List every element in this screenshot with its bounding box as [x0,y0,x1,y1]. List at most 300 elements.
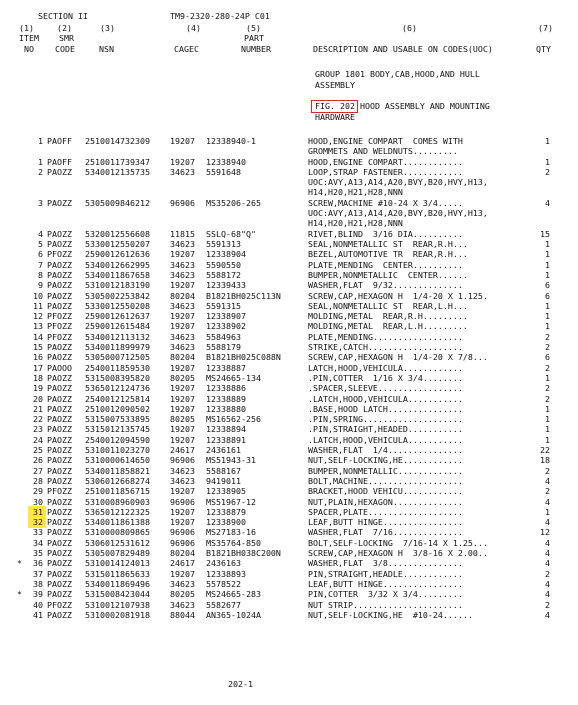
item-number: 13 [33,321,43,332]
description-line: BOLT,MACHINE................... [308,475,463,486]
cage-code: 34623 [170,239,195,249]
smr-code: PFOZZ [47,486,72,497]
quantity: 1 [545,269,550,280]
cage-code: 19207 [170,136,195,146]
cage-code: 19207 [170,249,195,260]
item-number: 10 [33,290,43,301]
nsn: 5310002081918 [85,609,150,620]
item-number: 30 [33,496,43,507]
part-number: 12338907 [206,311,246,322]
item-number: 37 [33,568,43,579]
cage-code: 19207 [170,568,195,579]
description-line: PLATE,MENDING CENTER.......... [308,259,463,270]
quantity: 1 [545,300,550,311]
nsn: 5305002253842 [85,290,150,301]
nsn: 5310014124013 [85,558,150,569]
quantity: 4 [545,197,550,208]
table-row [0,611,578,621]
quantity: 2 [545,393,550,404]
smr-code: PAOZZ [47,372,72,383]
item-number: 18 [33,372,43,383]
nsn: 5340012135735 [85,166,150,177]
cage-code: 19207 [170,486,195,497]
item-number: 25 [33,445,43,455]
item-number: 20 [33,393,43,404]
cage-code: 19207 [170,424,195,435]
description-line: LEAF,BUTT HINGE................ [308,578,463,589]
cage-code: 34623 [170,342,195,352]
cage-code: 24617 [170,445,195,455]
part-number: 5578522 [206,578,241,589]
cage-code: 96906 [170,537,195,548]
quantity: 2 [545,166,550,177]
cage-code: 19207 [170,393,195,404]
item-number: 8 [38,269,43,280]
item-number: 5 [38,239,43,249]
description-line: .LATCH,HOOD,VEHICULA........... [308,393,463,404]
smr-code: PAOZZ [47,352,72,363]
quantity: 18 [540,455,550,466]
item-number: 2 [38,166,43,177]
smr-code: PAOZZ [47,383,72,394]
table-row [0,590,578,600]
description-line: H14,H20,H21,H28,NNN [308,187,403,198]
item-number: 27 [33,465,43,476]
item-number: 17 [33,362,43,373]
smr-code: PAOZZ [47,537,72,548]
nsn: 5340012662995 [85,259,150,270]
col-num-5: (5) [246,23,261,33]
smr-code: PAOZZ [47,393,72,404]
part-number: 12338940-1 [206,136,256,146]
cage-code: 34623 [170,259,195,270]
description-line: WASHER,FLAT 9/32.............. [308,280,463,291]
quantity: 1 [545,311,550,322]
cage-code: 80205 [170,414,195,425]
nsn: 5340011858821 [85,465,150,476]
description-line: STRIKE,CATCH................... [308,342,463,352]
item-number: 40 [33,599,43,610]
item-number: 35 [33,548,43,558]
cage-code: 19207 [170,311,195,322]
part-number: 12338893 [206,568,246,579]
description-line: WASHER,FLAT 7/16.............. [308,527,463,538]
part-number: MS35764-850 [206,537,261,548]
quantity: 2 [545,599,550,610]
item-number: 32 [33,517,43,528]
smr-code: PAOZZ [47,558,72,569]
part-number: AN365-1024A [206,609,261,620]
smr-code: PAOZZ [47,280,72,291]
smr-code: PAOZZ [47,445,72,455]
description-line: SCREW,CAP,HEXAGON H 1/4-20 X 1.125. [308,290,488,301]
description-line: MOLDING,METAL REAR,L.H......... [308,321,468,332]
row-marker: * [17,589,22,600]
description-line: SCREW,CAP,HEXAGON H 3/8-16 X 2.00.. [308,548,488,558]
col-head-code: CODE [55,44,75,54]
nsn: 2540012094590 [85,434,150,445]
table-row [0,395,578,405]
item-number: 39 [33,589,43,600]
item-number: 7 [38,259,43,270]
col-top-smr: SMR [59,33,74,43]
quantity: 2 [545,486,550,497]
nsn: 2540011859530 [85,362,150,373]
description-line: BUMPER,NONMETALLIC............. [308,465,463,476]
item-number: 4 [38,228,43,239]
nsn: 2590012612637 [85,311,150,322]
smr-code: PFOZZ [47,331,72,342]
quantity: 1 [545,259,550,270]
cage-code: 19207 [170,156,195,167]
description-line: BUMPER,NONMETALLIC CENTER...... [308,269,468,280]
smr-code: PAOZZ [47,465,72,476]
item-number: 1 [38,136,43,146]
table-row [0,601,578,611]
cage-code: 80205 [170,372,195,383]
quantity: 1 [545,506,550,517]
description-line: .BASE,HOOD LATCH............... [308,403,463,414]
section-title: SECTION II [38,11,88,21]
smr-code: PAOZZ [47,589,72,600]
quantity: 1 [545,136,550,146]
cage-code: 96906 [170,197,195,208]
description-line: SEAL,NONMETALLIC ST REAR,L.H... [308,300,468,311]
cage-code: 19207 [170,506,195,517]
nsn: 5310012107938 [85,599,150,610]
part-number: MS51967-12 [206,496,256,507]
smr-code: PAOZZ [47,548,72,558]
description-line: PLATE,MENDING.................. [308,331,463,342]
description-line: .SPACER,SLEEVE................. [308,383,463,394]
description-line: RIVET,BLIND 3/16 DIA.......... [308,228,463,239]
cage-code: 34623 [170,599,195,610]
item-number: 9 [38,280,43,291]
item-number: 21 [33,403,43,414]
smr-code: PAOZZ [47,166,72,177]
quantity: 1 [545,424,550,435]
col-top-part: PART [244,33,264,43]
cage-code: 34623 [170,166,195,177]
col-num-1: (1) [19,23,34,33]
table-row [0,487,578,497]
part-number: 5584963 [206,331,241,342]
quantity: 4 [545,517,550,528]
item-number: 6 [38,249,43,260]
quantity: 4 [545,475,550,486]
smr-code: PAOZZ [47,434,72,445]
item-number: 11 [33,300,43,311]
col-num-2: (2) [57,23,72,33]
part-number: MS27183-16 [206,527,256,538]
nsn: 5306012668274 [85,475,150,486]
item-number: 1 [38,156,43,167]
nsn: 5340011861388 [85,517,150,528]
part-number: 5591315 [206,300,241,311]
description-line: WASHER,FLAT 1/4............... [308,445,463,455]
quantity: 6 [545,352,550,363]
description-line: UOC:AVY,A13,A14,A20,BVY,B20,HVY,H13, [308,177,488,188]
cage-code: 34623 [170,578,195,589]
description-line: NUT,SELF-LOCKING,HE............ [308,455,463,466]
smr-code: PAOOO [47,362,72,373]
item-number: 31 [33,506,43,517]
part-number: B1821BH025C088N [206,352,281,363]
quantity: 2 [545,568,550,579]
col-head-number: NUMBER [241,44,271,54]
table-row [0,498,578,508]
description-line: NUT STRIP...................... [308,599,463,610]
nsn: 5320012556608 [85,228,150,239]
item-number: 12 [33,311,43,322]
description-line: HOOD,ENGINE COMPART............ [308,156,463,167]
cage-code: 19207 [170,383,195,394]
nsn: 5330012550208 [85,300,150,311]
nsn: 5315008423044 [85,589,150,600]
quantity: 6 [545,280,550,291]
cage-code: 19207 [170,403,195,414]
quantity: 4 [545,609,550,620]
cage-code: 80204 [170,548,195,558]
table-row [0,281,578,291]
item-number: 16 [33,352,43,363]
item-number: 19 [33,383,43,394]
description-line: UOC:AVY,A13,A14,A20,BVY,B20,HVY,H13, [308,208,488,219]
nsn: 5310000614650 [85,455,150,466]
nsn: 2510014732309 [85,136,150,146]
nsn: 5310008960903 [85,496,150,507]
description-line: PIN,STRAIGHT,HEADLE............ [308,568,463,579]
nsn: 5340011869496 [85,578,150,589]
part-number: 5588172 [206,269,241,280]
description-line: LOOP,STRAP FASTENER............ [308,166,463,177]
part-number: 12338880 [206,403,246,414]
smr-code: PAOZZ [47,424,72,435]
item-number: 41 [33,609,43,620]
item-number: 34 [33,537,43,548]
part-number: 12338879 [206,506,246,517]
col-num-3: (3) [100,23,115,33]
cage-code: 80204 [170,290,195,301]
nsn: 2510011739347 [85,156,150,167]
item-number: 23 [33,424,43,435]
part-number: 5591313 [206,239,241,249]
description-line: PIN,COTTER 3/32 X 3/4......... [308,589,463,600]
nsn: 2510012090502 [85,403,150,414]
quantity: 4 [545,548,550,558]
item-number: 29 [33,486,43,497]
smr-code: PAOZZ [47,527,72,538]
part-number: 9419011 [206,475,241,486]
item-number: 3 [38,197,43,208]
col-num-4: (4) [186,23,201,33]
description-line: LEAF,BUTT HINGE................ [308,517,463,528]
description-line: WASHER,FLAT 3/8............... [308,558,463,569]
quantity: 12 [540,527,550,538]
smr-code: PAOZZ [47,496,72,507]
cage-code: 88044 [170,609,195,620]
smr-code: PAOZZ [47,414,72,425]
nsn: 5365012122325 [85,506,150,517]
cage-code: 96906 [170,496,195,507]
quantity: 4 [545,589,550,600]
quantity: 2 [545,362,550,373]
part-number: 5582677 [206,599,241,610]
smr-code: PAOZZ [47,578,72,589]
part-number: 12338889 [206,393,246,404]
table-row [0,136,578,157]
part-number: 12338886 [206,383,246,394]
quantity: 1 [545,239,550,249]
cage-code: 96906 [170,455,195,466]
item-number: 33 [33,527,43,538]
smr-code: PFOZZ [47,599,72,610]
smr-code: PAOZZ [47,455,72,466]
cage-code: 11815 [170,228,195,239]
part-number: MS24665-283 [206,589,261,600]
item-number: 14 [33,331,43,342]
smr-code: PAOZZ [47,475,72,486]
quantity: 1 [545,321,550,332]
quantity: 1 [545,156,550,167]
part-number: 12338940 [206,156,246,167]
nsn: 2590012612636 [85,249,150,260]
smr-code: PAOFF [47,136,72,146]
smr-code: PFOZZ [47,249,72,260]
cage-code: 19207 [170,362,195,373]
item-number: 15 [33,342,43,352]
part-number: 12338904 [206,249,246,260]
nsn: 2510011856715 [85,486,150,497]
page-number: 202-1 [228,679,253,689]
col-head-no: NO [24,44,34,54]
part-number: B1821BH038C200N [206,548,281,558]
smr-code: PAOZZ [47,342,72,352]
nsn: 5365012124736 [85,383,150,394]
description-line: .PIN,COTTER 1/16 X 3/4........ [308,372,463,383]
cage-code: 19207 [170,321,195,332]
description-line: H14,H20,H21,H28,NNN [308,218,403,229]
nsn: 5305007829489 [85,548,150,558]
smr-code: PAOZZ [47,259,72,270]
quantity: 4 [545,558,550,569]
row-marker: * [17,558,22,569]
smr-code: PAOZZ [47,290,72,301]
description-line: NUT,PLAIN,HEXAGON.............. [308,496,463,507]
description-line: SCREW,CAP,HEXAGON H 1/4-20 X 7/8... [308,352,488,363]
quantity: 1 [545,414,550,425]
table-row [0,353,578,363]
quantity: 4 [545,537,550,548]
smr-code: PAOZZ [47,197,72,208]
nsn: 5330012550207 [85,239,150,249]
quantity: 6 [545,290,550,301]
smr-code: PAOZZ [47,269,72,280]
tm-number: TM9-2320-280-24P C01 [170,11,270,21]
part-number: B1821BH025C113N [206,290,281,301]
col-num-6: (6) [402,23,417,33]
part-number: 5591648 [206,166,241,177]
item-number: 36 [33,558,43,569]
table-row [0,166,578,198]
nsn: 5315007533895 [85,414,150,425]
table-row [0,292,578,302]
nsn: 5310000809865 [85,527,150,538]
cage-code: 34623 [170,331,195,342]
table-row [0,456,578,466]
table-row [0,250,578,260]
table-row [0,559,578,569]
nsn: 5315008395820 [85,372,150,383]
smr-code: PAOZZ [47,609,72,620]
quantity: 2 [545,331,550,342]
part-number: 12338900 [206,517,246,528]
description-line: .PIN,SPRING.................... [308,414,463,425]
quantity: 4 [545,496,550,507]
part-number: 12339433 [206,280,246,291]
smr-code: PAOFF [47,156,72,167]
cage-code: 19207 [170,517,195,528]
item-number: 38 [33,578,43,589]
quantity: 4 [545,578,550,589]
nsn: 5315011865633 [85,568,150,579]
cage-code: 24617 [170,558,195,569]
description-line: BEZEL,AUTOMOTIVE TR REAR,R.H... [308,249,468,260]
nsn: 2590012615484 [85,321,150,332]
part-number: 12338894 [206,424,246,435]
part-number: 12338902 [206,321,246,332]
smr-code: PAOZZ [47,517,72,528]
part-number: 12338891 [206,434,246,445]
part-number: MS16562-256 [206,414,261,425]
smr-code: PAOZZ [47,239,72,249]
smr-code: PAOZZ [47,506,72,517]
quantity: 2 [545,465,550,476]
description-line: GROMMETS AND WELDNUTS......... [308,146,458,157]
table-row [0,197,578,229]
cage-code: 19207 [170,434,195,445]
table-row [0,425,578,435]
cage-code: 80204 [170,352,195,363]
quantity: 1 [545,403,550,414]
description-line: .PIN,STRAIGHT,HEADED........... [308,424,463,435]
col-head-description: DESCRIPTION AND USABLE ON CODES(UOC) [313,44,493,54]
part-number: MS35206-265 [206,197,261,208]
nsn: 5340011867658 [85,269,150,280]
description-line: SEAL,NONMETALLIC ST REAR,R.H... [308,239,468,249]
cage-code: 34623 [170,300,195,311]
col-num-7: (7) [538,23,553,33]
description-line: NUT,SELF-LOCKING,HE #10-24...... [308,609,473,620]
item-number: 28 [33,475,43,486]
nsn: 5305000712505 [85,352,150,363]
nsn: 5306012531612 [85,537,150,548]
item-number: 24 [33,434,43,445]
quantity: 2 [545,383,550,394]
nsn: 5310012183190 [85,280,150,291]
part-number: MS51943-31 [206,455,256,466]
cage-code: 96906 [170,527,195,538]
quantity: 15 [540,228,550,239]
part-number: 5588167 [206,465,241,476]
part-number: 2436163 [206,558,241,569]
nsn: 2540012125814 [85,393,150,404]
col-head-qty: QTY [536,44,551,54]
description-line: HOOD,ENGINE COMPART COMES WITH [308,136,463,146]
item-number: 22 [33,414,43,425]
col-top-item: ITEM [19,33,39,43]
part-number: 2436161 [206,445,241,455]
